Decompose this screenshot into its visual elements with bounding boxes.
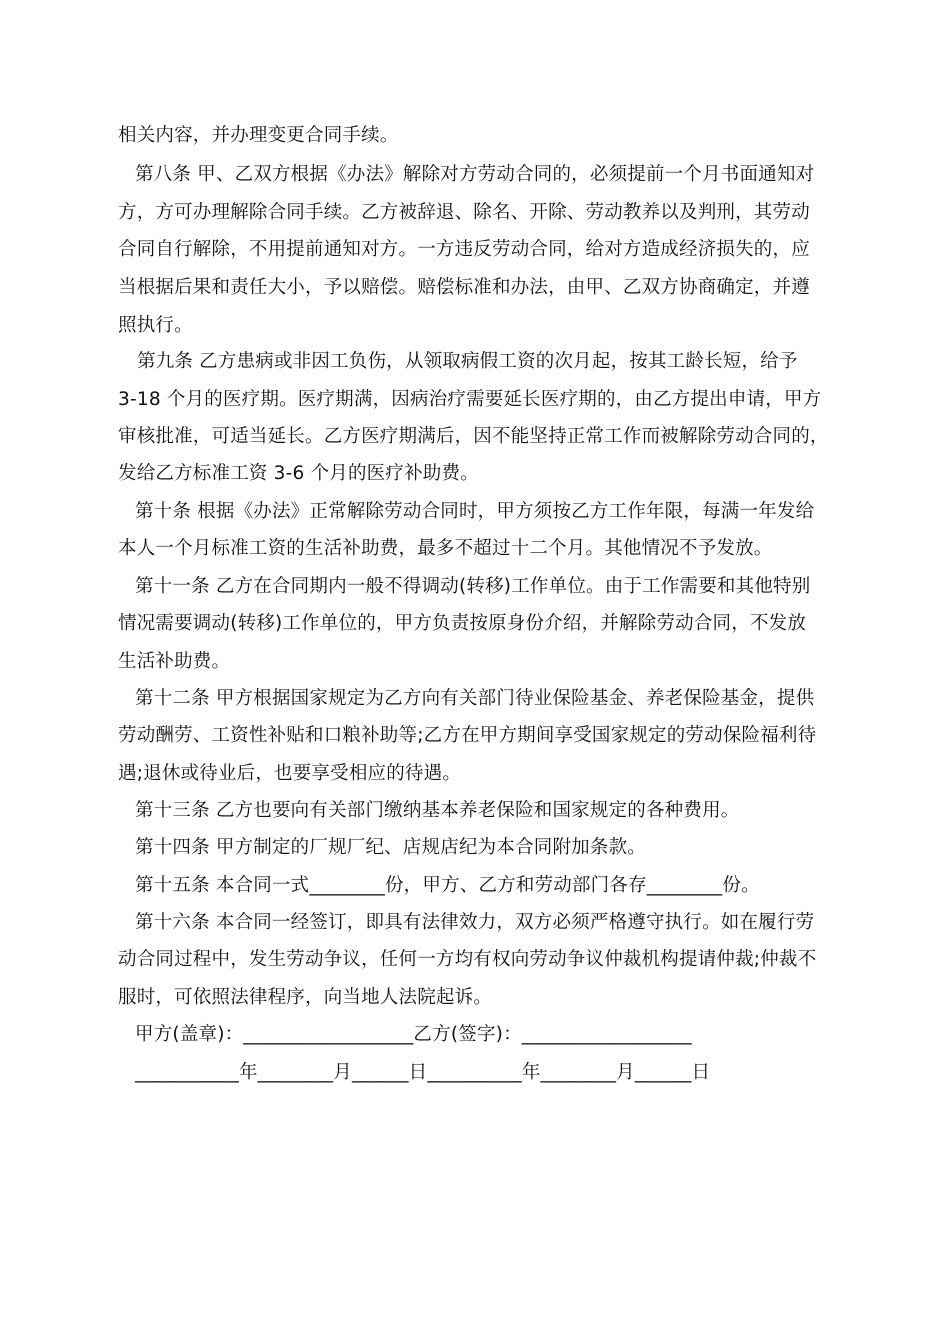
text-line: 生活补助费。: [118, 651, 231, 672]
text-line: 劳动酬劳、工资性补贴和口粮补助等;乙方在甲方期间享受国家规定的劳动保险福利待: [118, 725, 817, 746]
article-10-line: 第十条 根据《办法》正常解除劳动合同时，甲方须按乙方工作年限，每满一年发给: [135, 501, 815, 522]
text-line: 动合同过程中，发生劳动争议，任何一方均有权向劳动争议仲裁机构提请仲裁;仲裁不: [118, 949, 817, 970]
article-11-line: 第十一条 乙方在合同期内一般不得调动(转移)工作单位。由于工作需要和其他特别: [135, 576, 811, 597]
text-line: 发给乙方标准工资 3-6 个月的医疗补助费。: [118, 463, 479, 484]
article-16-line: 第十六条 本合同一经签订，即具有法律效力，双方必须严格遵守执行。如在履行劳: [135, 912, 815, 933]
date-line: ___________年________月______日__________年________月______日: [135, 1062, 711, 1083]
signature-line: 甲方(盖章)：__________________乙方(签字)：__________________: [135, 1024, 692, 1045]
text-line: 审核批准，可适当延长。乙方医疗期满后，因不能坚持正常工作而被解除劳动合同的，: [118, 426, 829, 447]
article-12-line: 第十二条 甲方根据国家规定为乙方向有关部门待业保险基金、养老保险基金，提供: [135, 688, 815, 709]
text-line: 合同自行解除，不用提前通知对方。一方违反劳动合同，给对方造成经济损失的，应: [118, 239, 810, 260]
text-line: 照执行。: [118, 315, 193, 336]
text-line: 方，方可办理解除合同手续。乙方被辞退、除名、开除、劳动教养以及判刑，其劳动: [118, 202, 810, 223]
article-8-line: 第八条 甲、乙双方根据《办法》解除对方劳动合同的，必须提前一个月书面通知对: [135, 164, 815, 185]
article-15-line: 第十五条 本合同一式________份，甲方、乙方和劳动部门各存________份。: [135, 875, 760, 896]
text-line: 遇;退休或待业后，也要享受相应的待遇。: [118, 763, 462, 784]
text-line: 本人一个月标准工资的生活补助费，最多不超过十二个月。其他情况不予发放。: [118, 538, 773, 559]
text-line: 相关内容，并办理变更合同手续。: [118, 125, 399, 146]
article-9-line: 第九条 乙方患病或非因工负伤，从领取病假工资的次月起，按其工龄长短，给予: [137, 351, 798, 372]
text-line: 3-18 个月的医疗期。医疗期满，因病治疗需要延长医疗期的，由乙方提出申请，甲方: [118, 389, 822, 410]
text-line: 服时，可依照法律程序，向当地人法院起诉。: [118, 987, 493, 1008]
article-14-line: 第十四条 甲方制定的厂规厂纪、店规店纪为本合同附加条款。: [135, 837, 646, 858]
text-line: 情况需要调动(转移)工作单位的，甲方负责按原身份介绍，并解除劳动合同，不发放: [118, 613, 807, 634]
article-13-line: 第十三条 乙方也要向有关部门缴纳基本养老保险和国家规定的各种费用。: [135, 800, 740, 821]
text-line: 当根据后果和责任大小，予以赔偿。赔偿标准和办法，由甲、乙双方协商确定，并遵: [118, 277, 810, 298]
